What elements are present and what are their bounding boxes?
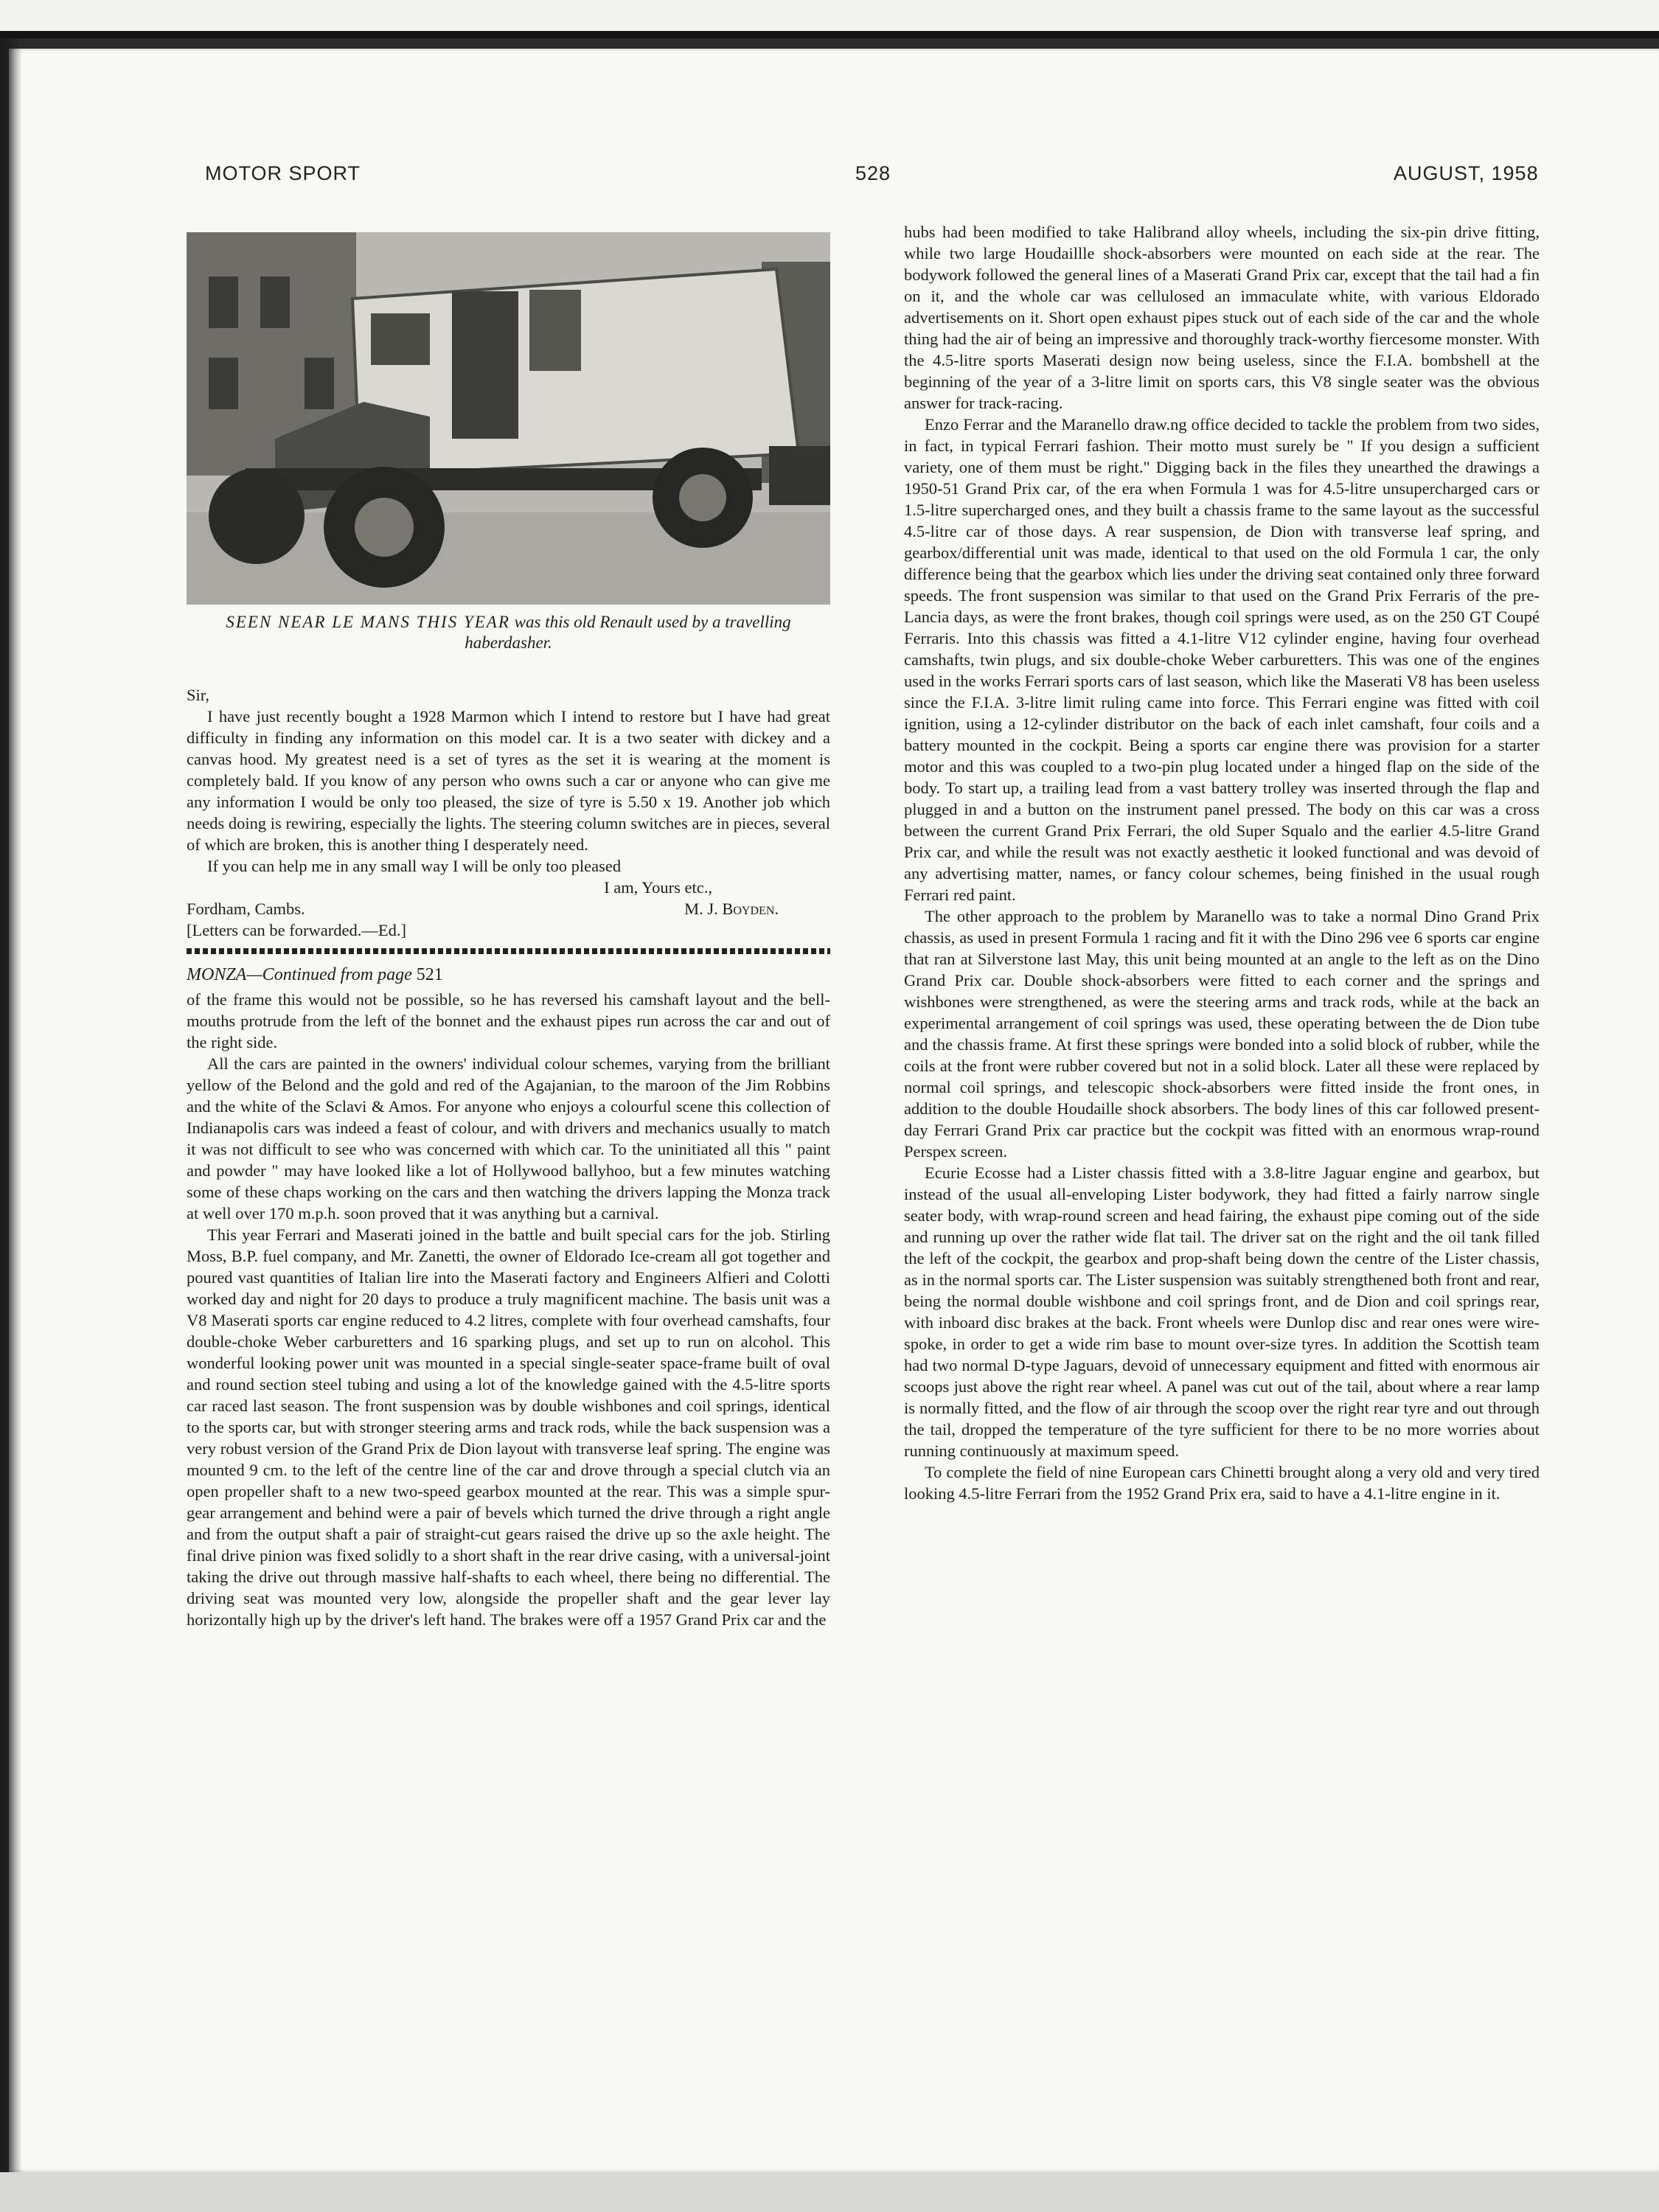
letter-location: Fordham, Cambs. xyxy=(187,900,305,918)
section-divider xyxy=(187,948,830,954)
caption-text: was this old Renault used by a travelling haberdasher. xyxy=(465,613,791,652)
editor-note: [Letters can be forwarded.—Ed.] xyxy=(187,921,406,939)
photo-illustration xyxy=(187,232,830,605)
article-paragraph: hubs had been modified to take Halibrand alloy wheels, including the six-pin drive fitting, while two large Houdaillle shock-absorbers were mounted on each side at the rear. The bodywork followed the general lines of a Maserati Grand Prix car, except that the tail had a fin on it, and the whole car was cellulosed an immaculate white, with various Eldorado advertisements on it. Short open exhaust pipes stuck out of each side of the car and the whole thing had the air of being an impressive and thoroughly track-worthy fiercesome monster. With the 4.5-litre sports Maserati design now being useless, since the F.I.A. bombshell at the beginning of the year of a 3-litre limit on sports cars, this V8 single seater was the obvious answer for track-racing. xyxy=(904,223,1540,412)
article-paragraph: Ecurie Ecosse had a Lister chassis fitted with a 3.8-litre Jaguar engine and gearbox, but instead of the usual all-enveloping Lister bodywork, they had fitted a fairly narrow single seater body, with wrap-round screen and head fairing, the exhaust pipe coming out of the side and running up over the rather wide flat tail. The driver sat on the right and the oil tank filled the left of the cockpit, the gearbox and prop-shaft being down the centre of the Lister chassis, as in the normal sports car. The Lister suspension was suitably strengthened both front and rear, being the normal double wishbone and coil springs front, and de Dion and coil springs rear, with inboard disc brakes at the back. Front wheels were Dunlop disc and rear ones were wire-spoke, in order to get a wide rim base to mount over-size tyres. In addition the Scottish team had two normal D-type Jaguars, devoid of unnecessary equipment and fitted with enormous air scoops just above the right rear wheel. A panel was cut out of the tail, about where a rear lamp is normally fitted, and the flow of air through the scoop over the right rear tyre and out through the tail, dropped the temperature of the tyre sufficient for there to be no more worries about running continuously at maximum speed. xyxy=(904,1164,1540,1460)
letter-to-editor xyxy=(187,684,830,1630)
scan-left-shadow xyxy=(0,38,22,2172)
letter-signoff xyxy=(187,898,830,919)
article-right-column xyxy=(904,221,1540,1504)
article-paragraph: To complete the field of nine European cars Chinetti brought along a very old and very tired looking 4.5-litre Ferrari from the 1952 Grand Prix era, said to have a 4.1-litre engine in it. xyxy=(904,1463,1540,1503)
renault-van-photo xyxy=(187,232,830,605)
issue-date: AUGUST, 1958 xyxy=(1394,162,1539,184)
continuation-heading xyxy=(187,964,830,986)
scan-bottom-margin xyxy=(0,2172,1659,2212)
scan-top-bar xyxy=(0,31,1659,38)
letter-salutation: Sir, xyxy=(187,686,209,704)
continuation-page: 521 xyxy=(416,965,443,984)
photo-caption xyxy=(187,612,830,653)
article-paragraph: The other approach to the problem by Maranello was to take a normal Dino Grand Prix chassis, as used in present Formula 1 racing and fit it with the Dino 296 vee 6 sports car engine that ran at Silverstone last May, this unit being mounted at an angle to the left as on the Dino Grand Prix car. Double shock-absorbers were fitted to each corner and the springs and wishbones were strengthened, as were the steering arms and track rods, while at the back an experimental arrangement of coil springs was used, these operating between the de Dion tube and the chassis frame. At first these springs were bonded into a solid block of rubber, while the coils at the front were rubber covered but not in a solid block. Later all these were replaced by normal coil springs, and telescopic shock-absorbers were fitted inside the front ones, in addition to the double Houdaille shock absorbers. The body lines of this car followed present-day Ferrari Grand Prix car practice but the cockpit was fitted with an enormous wrap-round Perspex screen. xyxy=(904,907,1540,1161)
letter-closing: If you can help me in any small way I will be only too pleased xyxy=(207,857,622,875)
caption-lead: SEEN NEAR LE MANS THIS YEAR xyxy=(226,613,510,631)
letter-signature: M. J. Boyden. xyxy=(684,900,779,918)
van-doorway xyxy=(452,291,518,439)
letter-yours: I am, Yours etc., xyxy=(604,878,712,897)
article-paragraph: of the frame this would not be possible, so he has reversed his camshaft layout and the bell-mouths protrude from the left of the bonnet and the exhaust pipes run across the car and out of the right side. xyxy=(187,990,830,1051)
running-head-title: MOTOR SPORT xyxy=(205,162,361,184)
article-paragraph: All the cars are painted in the owners' individual colour schemes, varying from the brilliant yellow of the Belond and the gold and red of the Agajanian, to the maroon of the Jim Robbins and the white of the Sclavi & Amos. For anyone who enjoys a colourful scene this collection of Indianapolis cars was indeed a feast of colour, and with drivers and mechanics usually to match it was not difficult to see who was concerned with which car. To the uninitiated all this " paint and powder " may have looked like a lot of Hollywood ballyhoo, but a few minutes watching some of these chaps working on the cars and then watching the drivers lapping the Monza track at well over 170 m.p.h. soon proved that it was anything but a carnival. xyxy=(187,1054,830,1222)
letter-body: I have just recently bought a 1928 Marmon which I intend to restore but I have had great difficulty in finding any information on this model car. It is a two seater with dickey and a canvas hood. My greatest need is a set of tyres as the set it is wearing at the moment is completely bald. If you know of any person who owns such a car or anyone who can give me any information I would be only too pleased, the size of tyre is 5.50 x 19. Another job which needs doing is rewiring, especially the lights. The steering column switches are in pieces, several of which are broken, this is another thing I desperately need. xyxy=(187,707,830,854)
article-paragraph: Enzo Ferrar and the Maranello draw.ng office decided to tackle the problem from two sides, in fact, in typical Ferrari fashion. Their motto must surely be " If you design a sufficient variety, one of them must be right." Digging back in the files they unearthed the drawings a 1950-51 Grand Prix car, of the era when Formula 1 was for 4.5-litre unsupercharged cars or 1.5-litre supercharged ones, and they built a chassis frame to the same layout as the successful 4.5-litre car of those days. A rear suspension, de Dion with transverse leaf spring, and gearbox/differential unit was made, identical to that used on the old Formula 1 car, the only difference being that the gearbox which lies under the driving seat contained only three forward speeds. The front suspension was similar to that used on the Grand Prix Ferraris of the pre-Lancia days, as were the front brakes, though coil springs were used, as on the 250 GT Coupé Ferraris. Into this chassis was fitted a 4.1-litre V12 cylinder engine, having four overhead camshafts, twin plugs, and six double-choke Weber carburetters. This was one of the engines used in the works Ferrari sports cars of last season, which like the Maserati V8 has been useless since the F.I.A. 3-litre limit ruling came into force. This Ferrari engine was fitted with coil ignition, using a 12-cylinder distributor on the back of each inlet camshaft, four coils and a battery mounted in the cockpit. Being a sports car engine there was provision for a starter motor and this was coupled to a two-pin plug located under a hinged flap on the side of the body. To start up, a trailing lead from a vast battery trolley was inserted through the flap and plugged in and a button on the instrument panel pressed. The body on this car was a cross between the current Grand Prix Ferrari, the old Super Squalo and the earlier 4.5-litre Grand Prix car, and while the result was not exactly aesthetic it looked functional and was devoid of any advertising matter, names, or fancy colour schemes, being finished in the usual rough Ferrari red paint. xyxy=(904,415,1540,904)
continuation-label: MONZA—Continued from page xyxy=(187,965,412,984)
page-number: 528 xyxy=(855,162,891,184)
article-paragraph: This year Ferrari and Maserati joined in the battle and built special cars for the job. Stirling Moss, B.P. fuel company, and Mr. Zanetti, the owner of Eldorado Ice-cream all got together and poured vast quantities of Italian lire into the Maserati factory and Engineers Alfieri and Colotti worked day and night for 20 days to produce a truly magnificent machine. The basis unit was a V8 Maserati sports car engine reduced to 4.2 litres, complete with four overhead camshafts, four double-choke Weber carburetters and 16 sparking plugs, and set up to run on alcohol. This wonderful looking power unit was mounted in a special single-seater space-frame built of oval and round section steel tubing and using a lot of the knowledge gained with the 4.5-litre sports car raced last season. The front suspension was by double wishbones and coil springs, identical to the sports car, but with stronger steering arms and track rods, while the back suspension was a very robust version of the Grand Prix de Dion layout with transverse leaf spring. The engine was mounted 9 cm. to the left of the centre line of the car and drove through a special clutch via an open propeller shaft to a new two-speed gearbox mounted at the rear. This was a simple spur-gear arrangement and behind were a pair of bevels which turned the drive through a right angle and from the output shaft a pair of straight-cut gears raised the drive up so the axle height. The final drive pinion was fixed solidly to a short shaft in the rear drive casing, with a universal-joint taking the drive out through massive half-shafts to each wheel, there being no differential. The driving seat was mounted very low, alongside the propeller shaft and the gear lever lay horizontally high up by the driver's left hand. The brakes were off a 1957 Grand Prix car and the xyxy=(187,1225,830,1629)
